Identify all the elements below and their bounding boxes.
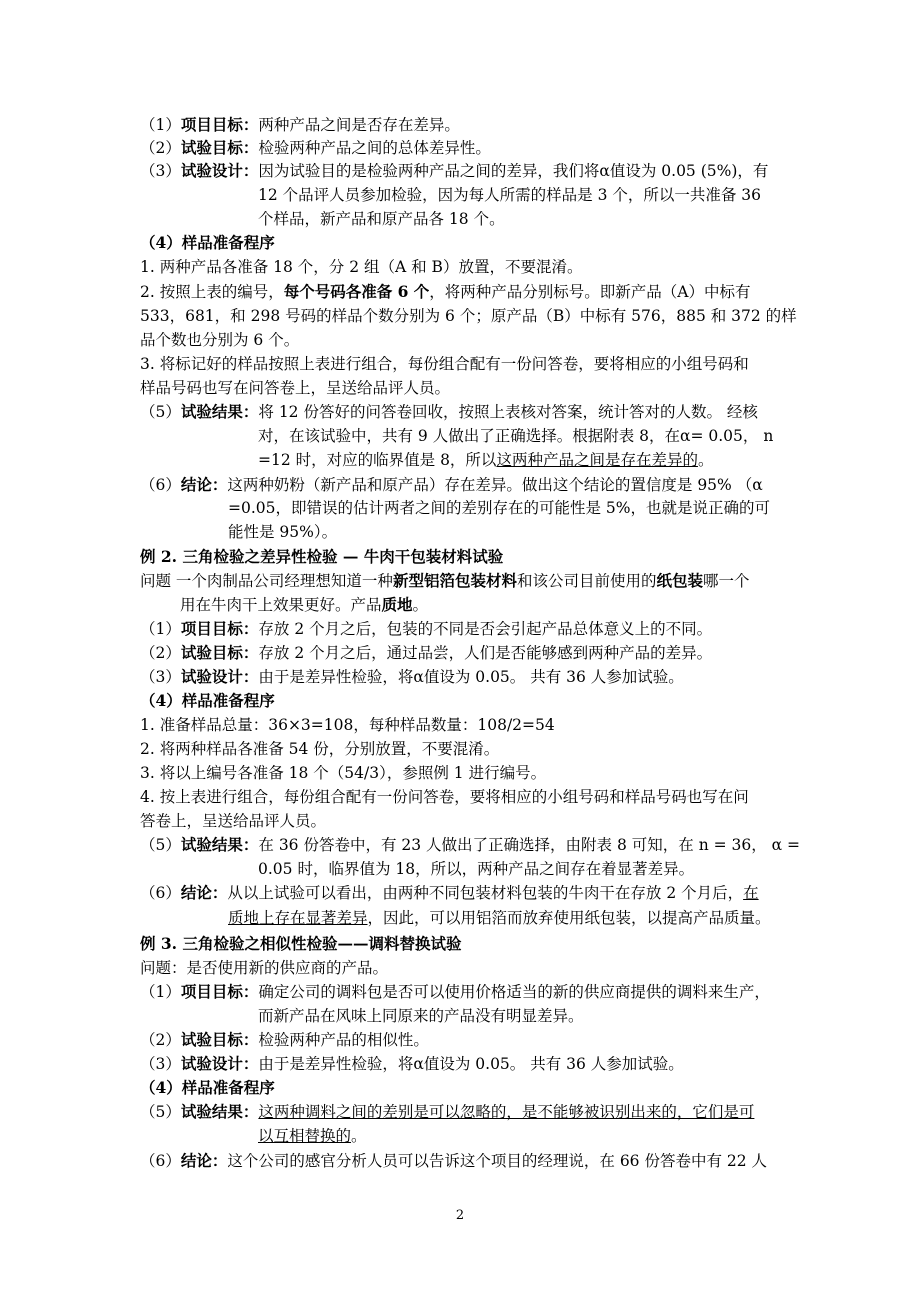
- ex3-goal-line-2: 而新产品在风味上同原来的产品没有明显差异。: [258, 1007, 584, 1025]
- ex3-goal-line: （1）项目目标：确定公司的调料包是否可以使用价格适当的新的供应商提供的调料来生产，: [140, 982, 770, 1001]
- ex3-conclusion-line: （6）结论：这个公司的感官分析人员可以告诉这个项目的经理说，在 66 份答卷中有 22 人: [140, 1151, 768, 1170]
- s1-prep-2-line-2: 533，681，和 298 号码的样品个数分别为 6 个；原产品（B）中标有 576，885 和 372 的样: [140, 307, 797, 325]
- ex2-question: 问题 一个肉制品公司经理想知道一种新型铝箔包装材料和该公司目前使用的纸包装哪一个: [140, 571, 750, 590]
- s1-conclusion-line: （6）结论：这两种奶粉（新产品和原产品）存在差异。做出这个结论的置信度是 95% （α: [140, 475, 763, 494]
- s1-prep-1: 1. 两种产品各准备 18 个，分 2 组（A 和 B）放置，不要混淆。: [140, 258, 583, 276]
- s1-prep-2-line-3: 品个数也分别为 6 个。: [140, 331, 300, 349]
- ex3-result-line: （5）试验结果：这两种调料之间的差别是可以忽略的，是不能够被识别出来的，它们是可: [140, 1102, 755, 1121]
- ex2-prep-4-line-2: 答卷上，呈送给品评人员。: [140, 812, 327, 830]
- ex2-prep-heading: （4）样品准备程序: [140, 691, 275, 710]
- ex2-prep-4: 4. 按上表进行组合，每份组合配有一份问答卷，要将相应的小组号码和样品号码也写在问: [140, 788, 749, 806]
- ex2-prep-2: 2. 将两种样品各准备 54 份，分别放置，不要混淆。: [140, 740, 500, 758]
- s1-test-line: （2）试验目标：检验两种产品之间的总体差异性。: [140, 138, 491, 157]
- ex2-prep-3: 3. 将以上编号各准备 18 个（54/3），参照例 1 进行编号。: [140, 764, 547, 782]
- s1-result-line: （5）试验结果：将 12 份答好的问答卷回收，按照上表核对答案，统计答对的人数。 经核: [140, 402, 758, 421]
- s1-design-line-3: 个样品，新产品和原产品各 18 个。: [258, 210, 505, 228]
- ex2-conclusion-line: （6）结论：从以上试验可以看出，由两种不同包装材料包装的牛肉干在存放 2 个月后，在: [140, 883, 759, 902]
- ex2-design-line: （3）试验设计：由于是差异性检验，将α值设为 0.05。 共有 36 人参加试验。: [140, 667, 684, 686]
- ex2-prep-1: 1. 准备样品总量：36×3=108，每种样品数量：108/2=54: [140, 716, 555, 734]
- s1-conclusion-line-2: =0.05，即错误的估计两者之间的差别存在的可能性是 5%，也就是说正确的可: [228, 499, 771, 517]
- s1-prep-2: 2. 按照上表的编号，每个号码各准备 6 个，将两种产品分别标号。即新产品（A）中标有: [140, 282, 751, 301]
- ex3-result-line-2: 以互相替换的。: [258, 1127, 367, 1145]
- s1-result-line-3: =12 时，对应的临界值是 8，所以这两种产品之间是存在差异的。: [258, 451, 714, 469]
- ex2-result-line: （5）试验结果：在 36 份答卷中，有 23 人做出了正确选择，由附表 8 可知，在 n = 36， α =: [140, 835, 801, 854]
- ex2-question-line-2: 用在牛肉干上效果更好。产品质地。: [180, 595, 429, 614]
- ex3-heading: 例 3. 三角检验之相似性检验——调料替换试验: [140, 934, 462, 953]
- goal-label: 项目目标：: [180, 115, 259, 134]
- s1-goal-line: （1）项目目标：两种产品之间是否存在差异。: [140, 115, 460, 134]
- page-number: 2: [455, 1208, 465, 1223]
- s1-prep-heading: （4）样品准备程序: [140, 233, 275, 252]
- ex2-conclusion-line-2: 质地上存在显著差异，因此，可以用铝箔而放弃使用纸包装，以提高产品质量。: [228, 909, 771, 927]
- s1-result-line-2: 对，在该试验中，共有 9 人做出了正确选择。根据附表 8，在α= 0.05， n: [258, 427, 774, 445]
- ex2-goal-line: （1）项目目标：存放 2 个月之后，包装的不同是否会引起产品总体意义上的不同。: [140, 619, 713, 638]
- s1-conclusion-line-3: 能性是 95%）。: [228, 523, 338, 541]
- ex3-question: 问题：是否使用新的供应商的产品。: [140, 959, 389, 977]
- ex3-design-line: （3）试验设计：由于是差异性检验，将α值设为 0.05。 共有 36 人参加试验。: [140, 1054, 684, 1073]
- s1-prep-3-line-2: 样品号码也写在问答卷上，呈送给品评人员。: [140, 379, 451, 397]
- ex2-heading: 例 2. 三角检验之差异性检验 — 牛肉干包装材料试验: [140, 547, 504, 566]
- s1-design-line: （3）试验设计：因为试验目的是检验两种产品之间的差异，我们将α值设为 0.05 (5%)，有: [140, 161, 769, 180]
- ex3-test-line: （2）试验目标：检验两种产品的相似性。: [140, 1030, 429, 1049]
- ex2-result-line-2: 0.05 时，临界值为 18，所以，两种产品之间存在着显著差异。: [258, 860, 695, 878]
- s1-prep-3: 3. 将标记好的样品按照上表进行组合，每份组合配有一份问答卷，要将相应的小组号码和: [140, 355, 749, 373]
- ex2-test-line: （2）试验目标：存放 2 个月之后，通过品尝，人们是否能够感到两种产品的差异。: [140, 643, 713, 662]
- ex3-prep-heading: （4）样品准备程序: [140, 1078, 275, 1097]
- s1-design-line-2: 12 个品评人员参加检验，因为每人所需的样品是 3 个，所以一共准备 36: [258, 186, 762, 204]
